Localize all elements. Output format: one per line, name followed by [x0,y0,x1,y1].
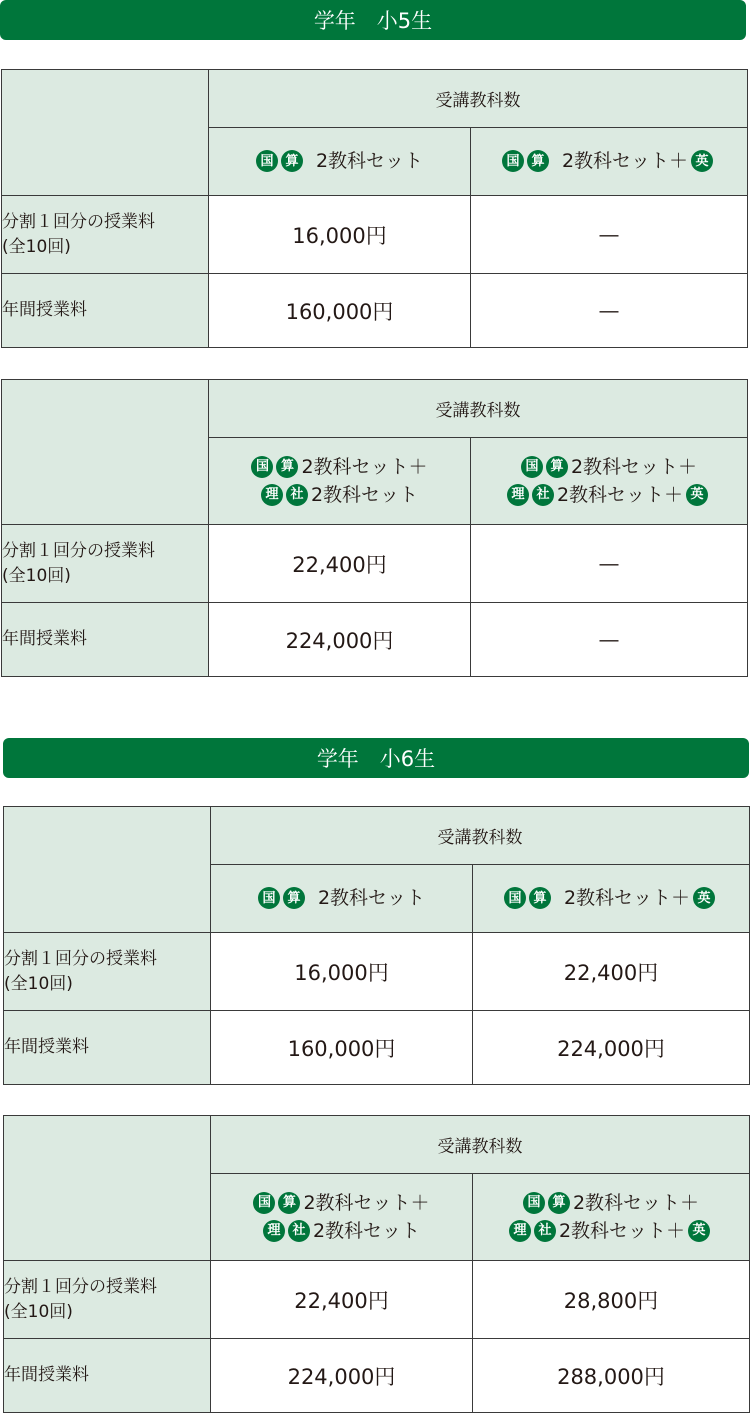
plan-label: 2教科セット＋ [558,1219,686,1242]
plan-label: 2教科セット [310,483,419,506]
plan-label: 2教科セット＋ [303,1191,430,1214]
japanese-subject-icon: 国 [523,1192,545,1214]
price-cell: 224,000円 [211,1339,473,1413]
plan-label: 2教科セット＋ [563,887,691,910]
row-label-annual: 年間授業料 [4,1339,211,1413]
corner-cell [4,1116,211,1261]
japanese-subject-icon: 国 [521,456,543,478]
price-cell: ― [471,525,748,603]
plan-label: 2教科セット＋ [572,1191,700,1214]
english-subject-icon: 英 [686,484,708,506]
row-label-installment: 分割１回分の授業料 (全10回) [4,1261,211,1339]
price-cell: 224,000円 [473,1011,750,1085]
price-cell: 28,800円 [473,1261,750,1339]
subject-count-header: 受講教科数 [211,1116,750,1174]
row-label-installment: 分割１回分の授業料 (全10回) [2,525,209,603]
plan-column-header [473,1174,750,1261]
grade6-banner: 学年 小6生 [3,738,749,778]
japanese-subject-icon: 国 [253,1192,275,1214]
social-subject-icon: 社 [288,1220,310,1242]
science-subject-icon: 理 [507,484,529,506]
math-subject-icon: 算 [546,456,568,478]
grade6-fee-table-2 [3,1115,750,1413]
row-label-annual: 年間授業料 [4,1011,211,1085]
price-cell: ― [471,274,748,348]
japanese-subject-icon: 国 [504,887,526,909]
price-cell: 16,000円 [211,933,473,1011]
english-subject-icon: 英 [691,150,713,172]
corner-cell [2,380,209,525]
subject-count-header: 受講教科数 [209,70,748,128]
plan-label: 2教科セット＋ [556,483,684,506]
english-subject-icon: 英 [688,1220,710,1242]
grade6-fee-table-1 [3,806,750,1085]
math-subject-icon: 算 [527,150,549,172]
price-cell: 22,400円 [209,525,471,603]
english-subject-icon: 英 [693,887,715,909]
plan-column-header [209,128,471,196]
social-subject-icon: 社 [532,484,554,506]
math-subject-icon: 算 [548,1192,570,1214]
price-cell: 224,000円 [209,603,471,677]
plan-label: 2教科セット [315,150,424,173]
price-cell: ― [471,603,748,677]
math-subject-icon: 算 [281,150,303,172]
japanese-subject-icon: 国 [502,150,524,172]
price-cell: 22,400円 [211,1261,473,1339]
plan-label: 2教科セット [317,887,426,910]
plan-label: 2教科セット [312,1219,421,1242]
plan-column-header [471,438,748,525]
plan-column-header [471,128,748,196]
math-subject-icon: 算 [276,456,298,478]
grade5-fee-table-2 [1,379,748,677]
science-subject-icon: 理 [509,1220,531,1242]
price-cell: 288,000円 [473,1339,750,1413]
plan-column-header [209,438,471,525]
plan-label: 2教科セット＋ [561,150,689,173]
row-label-annual: 年間授業料 [2,274,209,348]
grade5-banner: 学年 小5生 [0,0,746,40]
subject-count-header: 受講教科数 [211,807,750,865]
row-label-installment: 分割１回分の授業料 (全10回) [4,933,211,1011]
math-subject-icon: 算 [283,887,305,909]
row-label-annual: 年間授業料 [2,603,209,677]
plan-column-header [211,865,473,933]
plan-label: 2教科セット＋ [570,455,698,478]
grade5-fee-table-1 [1,69,748,348]
japanese-subject-icon: 国 [258,887,280,909]
row-label-installment: 分割１回分の授業料 (全10回) [2,196,209,274]
price-cell: ― [471,196,748,274]
science-subject-icon: 理 [263,1220,285,1242]
corner-cell [4,807,211,933]
price-cell: 160,000円 [211,1011,473,1085]
plan-column-header [473,865,750,933]
japanese-subject-icon: 国 [251,456,273,478]
science-subject-icon: 理 [261,484,283,506]
corner-cell [2,70,209,196]
japanese-subject-icon: 国 [256,150,278,172]
price-cell: 16,000円 [209,196,471,274]
plan-label: 2教科セット＋ [301,455,428,478]
price-cell: 22,400円 [473,933,750,1011]
social-subject-icon: 社 [534,1220,556,1242]
price-cell: 160,000円 [209,274,471,348]
social-subject-icon: 社 [286,484,308,506]
plan-column-header [211,1174,473,1261]
subject-count-header: 受講教科数 [209,380,748,438]
math-subject-icon: 算 [529,887,551,909]
math-subject-icon: 算 [278,1192,300,1214]
